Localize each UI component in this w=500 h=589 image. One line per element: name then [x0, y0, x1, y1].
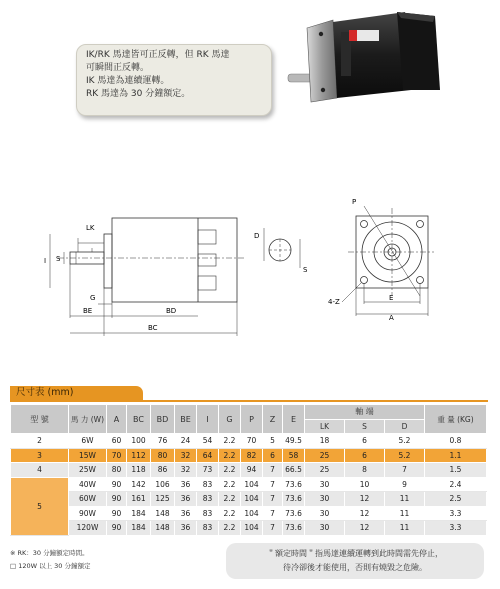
cell-e: 58 [283, 448, 305, 463]
header-power: 馬 力 (W) [69, 405, 107, 434]
header-i: I [197, 405, 219, 434]
cell-d: 11 [385, 521, 425, 536]
table-row [11, 463, 487, 478]
cell-be: 36 [175, 477, 197, 492]
table-row [11, 448, 487, 463]
cell-a: 80 [107, 463, 127, 478]
dim-label-lk: LK [86, 224, 95, 232]
cell-lk: 30 [305, 506, 345, 521]
table-row [11, 521, 487, 536]
cell-a: 90 [107, 506, 127, 521]
cell-kg: 0.8 [425, 434, 487, 449]
cell-i: 54 [197, 434, 219, 449]
header-be: BE [175, 405, 197, 434]
cell-a: 90 [107, 521, 127, 536]
dim-label-g: G [90, 294, 96, 302]
cell-p: 82 [241, 448, 263, 463]
cell-lk: 25 [305, 448, 345, 463]
cell-be: 32 [175, 463, 197, 478]
cell-be: 36 [175, 521, 197, 536]
cell-lk: 25 [305, 463, 345, 478]
dim-label-i: I [44, 257, 47, 265]
cell-e: 73.6 [283, 477, 305, 492]
cell-z: 7 [263, 506, 283, 521]
cell-p: 104 [241, 477, 263, 492]
cell-g: 2.2 [219, 492, 241, 507]
cell-s: 6 [345, 448, 385, 463]
note-line: IK/RK 馬達皆可正反轉，但 RK 馬達 [86, 50, 230, 60]
dim-label-s2: S [303, 266, 308, 274]
cell-bd: 80 [151, 448, 175, 463]
cell-kg: 1.5 [425, 463, 487, 478]
cell-d: 9 [385, 477, 425, 492]
cell-d: 5.2 [385, 448, 425, 463]
cell-bc: 142 [127, 477, 151, 492]
cell-z: 7 [263, 521, 283, 536]
cell-model: 2 [11, 434, 69, 449]
cell-be: 32 [175, 448, 197, 463]
cell-i: 83 [197, 477, 219, 492]
cell-i: 73 [197, 463, 219, 478]
cell-be: 36 [175, 506, 197, 521]
header-bd: BD [151, 405, 175, 434]
cell-bd: 106 [151, 477, 175, 492]
cell-bc: 118 [127, 463, 151, 478]
cell-be: 24 [175, 434, 197, 449]
cell-model: 5 [11, 477, 69, 535]
cell-g: 2.2 [219, 448, 241, 463]
cell-z: 7 [263, 463, 283, 478]
cell-a: 90 [107, 492, 127, 507]
cell-d: 11 [385, 492, 425, 507]
header-lk: LK [305, 419, 345, 434]
note-line: RK 馬達為 30 分鐘額定。 [86, 89, 191, 99]
footnote-rk: ※ RK：30 分鐘額定時間。 [10, 549, 89, 557]
cell-power: 25W [69, 463, 107, 478]
cell-g: 2.2 [219, 477, 241, 492]
cell-lk: 30 [305, 492, 345, 507]
cell-power: 60W [69, 492, 107, 507]
cell-bc: 112 [127, 448, 151, 463]
cell-kg: 2.5 [425, 492, 487, 507]
warning-line: 待冷卻後才能使用，否則有燒毀之危險。 [283, 563, 427, 572]
dim-label-d: D [254, 232, 260, 240]
cell-bc: 184 [127, 506, 151, 521]
cell-i: 83 [197, 521, 219, 536]
header-z: Z [263, 405, 283, 434]
cell-e: 73.6 [283, 492, 305, 507]
cell-kg: 3.3 [425, 521, 487, 536]
cell-g: 2.2 [219, 463, 241, 478]
dim-label-s: S [56, 255, 61, 263]
header-weight: 重 量 (KG) [425, 405, 487, 434]
cell-d: 7 [385, 463, 425, 478]
note-line: IK 馬達為連續運轉。 [86, 76, 170, 86]
header-p: P [241, 405, 263, 434]
cell-e: 66.5 [283, 463, 305, 478]
cell-bc: 100 [127, 434, 151, 449]
cell-s: 10 [345, 477, 385, 492]
cell-bc: 161 [127, 492, 151, 507]
dim-label-bd: BD [166, 307, 177, 315]
cell-s: 6 [345, 434, 385, 449]
cell-p: 104 [241, 492, 263, 507]
header-model: 型 號 [11, 405, 69, 434]
cell-e: 73.6 [283, 506, 305, 521]
side-view-drawing [40, 208, 250, 346]
cell-model: 3 [11, 448, 69, 463]
cell-z: 7 [263, 477, 283, 492]
cell-be: 36 [175, 492, 197, 507]
cell-s: 12 [345, 521, 385, 536]
dim-label-be: BE [83, 307, 93, 315]
cell-bc: 184 [127, 521, 151, 536]
dim-label-e: E [389, 294, 394, 302]
cell-power: 6W [69, 434, 107, 449]
cell-p: 70 [241, 434, 263, 449]
header-e: E [283, 405, 305, 434]
cell-s: 12 [345, 506, 385, 521]
cell-bd: 76 [151, 434, 175, 449]
cell-bd: 125 [151, 492, 175, 507]
cell-z: 6 [263, 448, 283, 463]
motor-photo [285, 6, 445, 106]
dim-label-bc: BC [148, 324, 158, 332]
cell-model: 4 [11, 463, 69, 478]
cell-g: 2.2 [219, 521, 241, 536]
cell-bd: 86 [151, 463, 175, 478]
cell-bd: 148 [151, 521, 175, 536]
cell-bd: 148 [151, 506, 175, 521]
shaft-section-drawing [252, 220, 312, 280]
cell-s: 12 [345, 492, 385, 507]
table-title: 尺寸表 (mm) [10, 386, 143, 400]
cell-s: 8 [345, 463, 385, 478]
table-row [11, 492, 487, 507]
cell-i: 83 [197, 492, 219, 507]
cell-power: 120W [69, 521, 107, 536]
front-view-drawing [328, 192, 438, 322]
spec-table [10, 404, 487, 536]
header-g: G [219, 405, 241, 434]
cell-i: 64 [197, 448, 219, 463]
cell-e: 49.5 [283, 434, 305, 449]
footnote-120w: □ 120W 以上 30 分鐘額定 [10, 562, 91, 570]
note-line: 可瞬間正反轉。 [86, 63, 150, 73]
cell-d: 11 [385, 506, 425, 521]
header-s: S [345, 419, 385, 434]
header-a: A [107, 405, 127, 434]
dim-label-p: P [352, 198, 357, 206]
cell-g: 2.2 [219, 434, 241, 449]
table-row [11, 477, 487, 492]
cell-a: 60 [107, 434, 127, 449]
cell-d: 5.2 [385, 434, 425, 449]
cell-p: 94 [241, 463, 263, 478]
cell-g: 2.2 [219, 506, 241, 521]
cell-lk: 18 [305, 434, 345, 449]
warning-line: ＂額定時間＂指馬達連續運轉到此時間需先停止， [267, 549, 443, 558]
cell-z: 7 [263, 492, 283, 507]
cell-power: 40W [69, 477, 107, 492]
table-title-rule [10, 400, 488, 402]
cell-a: 70 [107, 448, 127, 463]
dim-label-4z: 4-Z [328, 298, 340, 306]
cell-p: 104 [241, 521, 263, 536]
header-shaft: 軸 端 [305, 405, 425, 420]
cell-kg: 1.1 [425, 448, 487, 463]
cell-power: 90W [69, 506, 107, 521]
header-d: D [385, 419, 425, 434]
motor-note-card [76, 44, 272, 116]
cell-i: 83 [197, 506, 219, 521]
rated-time-warning [226, 543, 484, 579]
cell-z: 5 [263, 434, 283, 449]
table-row [11, 506, 487, 521]
cell-e: 73.6 [283, 521, 305, 536]
header-bc: BC [127, 405, 151, 434]
cell-kg: 2.4 [425, 477, 487, 492]
cell-kg: 3.3 [425, 506, 487, 521]
table-row [11, 434, 487, 449]
cell-lk: 30 [305, 521, 345, 536]
cell-a: 90 [107, 477, 127, 492]
cell-p: 104 [241, 506, 263, 521]
dim-label-a: A [389, 314, 394, 322]
cell-lk: 30 [305, 477, 345, 492]
cell-power: 15W [69, 448, 107, 463]
